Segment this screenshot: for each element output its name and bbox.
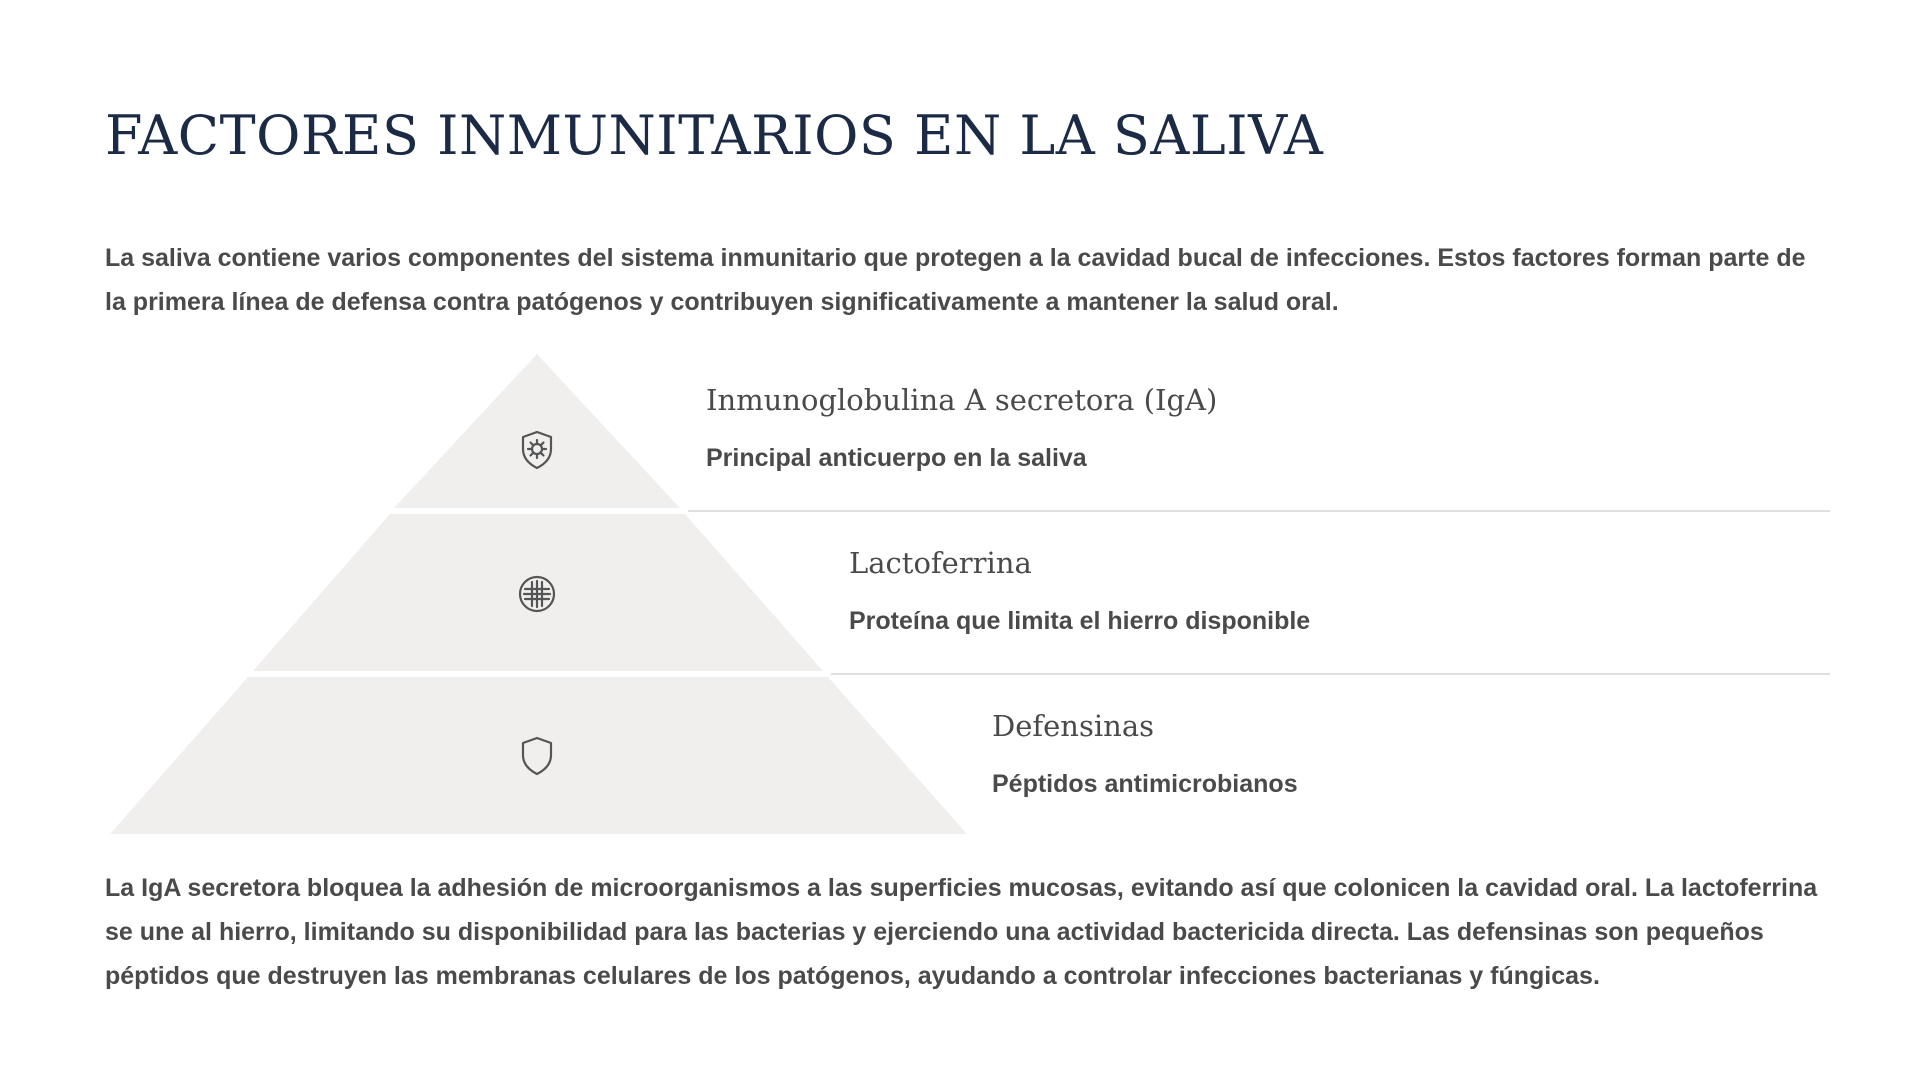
tier-label-3 xyxy=(992,708,1298,800)
tier-label-1 xyxy=(706,382,1217,474)
tier-description: Péptidos antimicrobianos xyxy=(992,770,1298,798)
page-title: FACTORES INMUNITARIOS EN LA SALIVA xyxy=(105,104,1324,167)
shield-virus-icon xyxy=(515,428,559,472)
tier-label-2 xyxy=(849,545,1310,637)
tier-description: Principal anticuerpo en la saliva xyxy=(706,444,1087,472)
tier-name: Lactoferrina xyxy=(849,546,1032,580)
tier-name: Inmunoglobulina A secretora (IgA) xyxy=(706,383,1218,417)
shield-icon xyxy=(515,734,559,778)
summary-paragraph: La IgA secretora bloquea la adhesión de microorganismos a las superficies mucosas, evitando así que colonicen la cavidad oral. La lactoferrina se une al hierro, limitando su disponibilidad para las bacterias y ejerciendo una actividad bactericida directa. Las defensinas son pequeños péptidos que destruyen las membranas celulares de los patógenos, ayudando a controlar infecciones bacterianas y fúngicas. xyxy=(105,874,1818,990)
grid-circle-icon xyxy=(515,572,559,616)
tier-description: Proteína que limita el hierro disponible xyxy=(849,607,1311,635)
tier-name: Defensinas xyxy=(992,709,1154,743)
intro-paragraph: La saliva contiene varios componentes del sistema inmunitario que protegen a la cavidad bucal de infecciones. Estos factores forman parte de la primera línea de defensa contra patógenos y contribuyen significativamente a mantener la salud oral. xyxy=(105,244,1806,316)
